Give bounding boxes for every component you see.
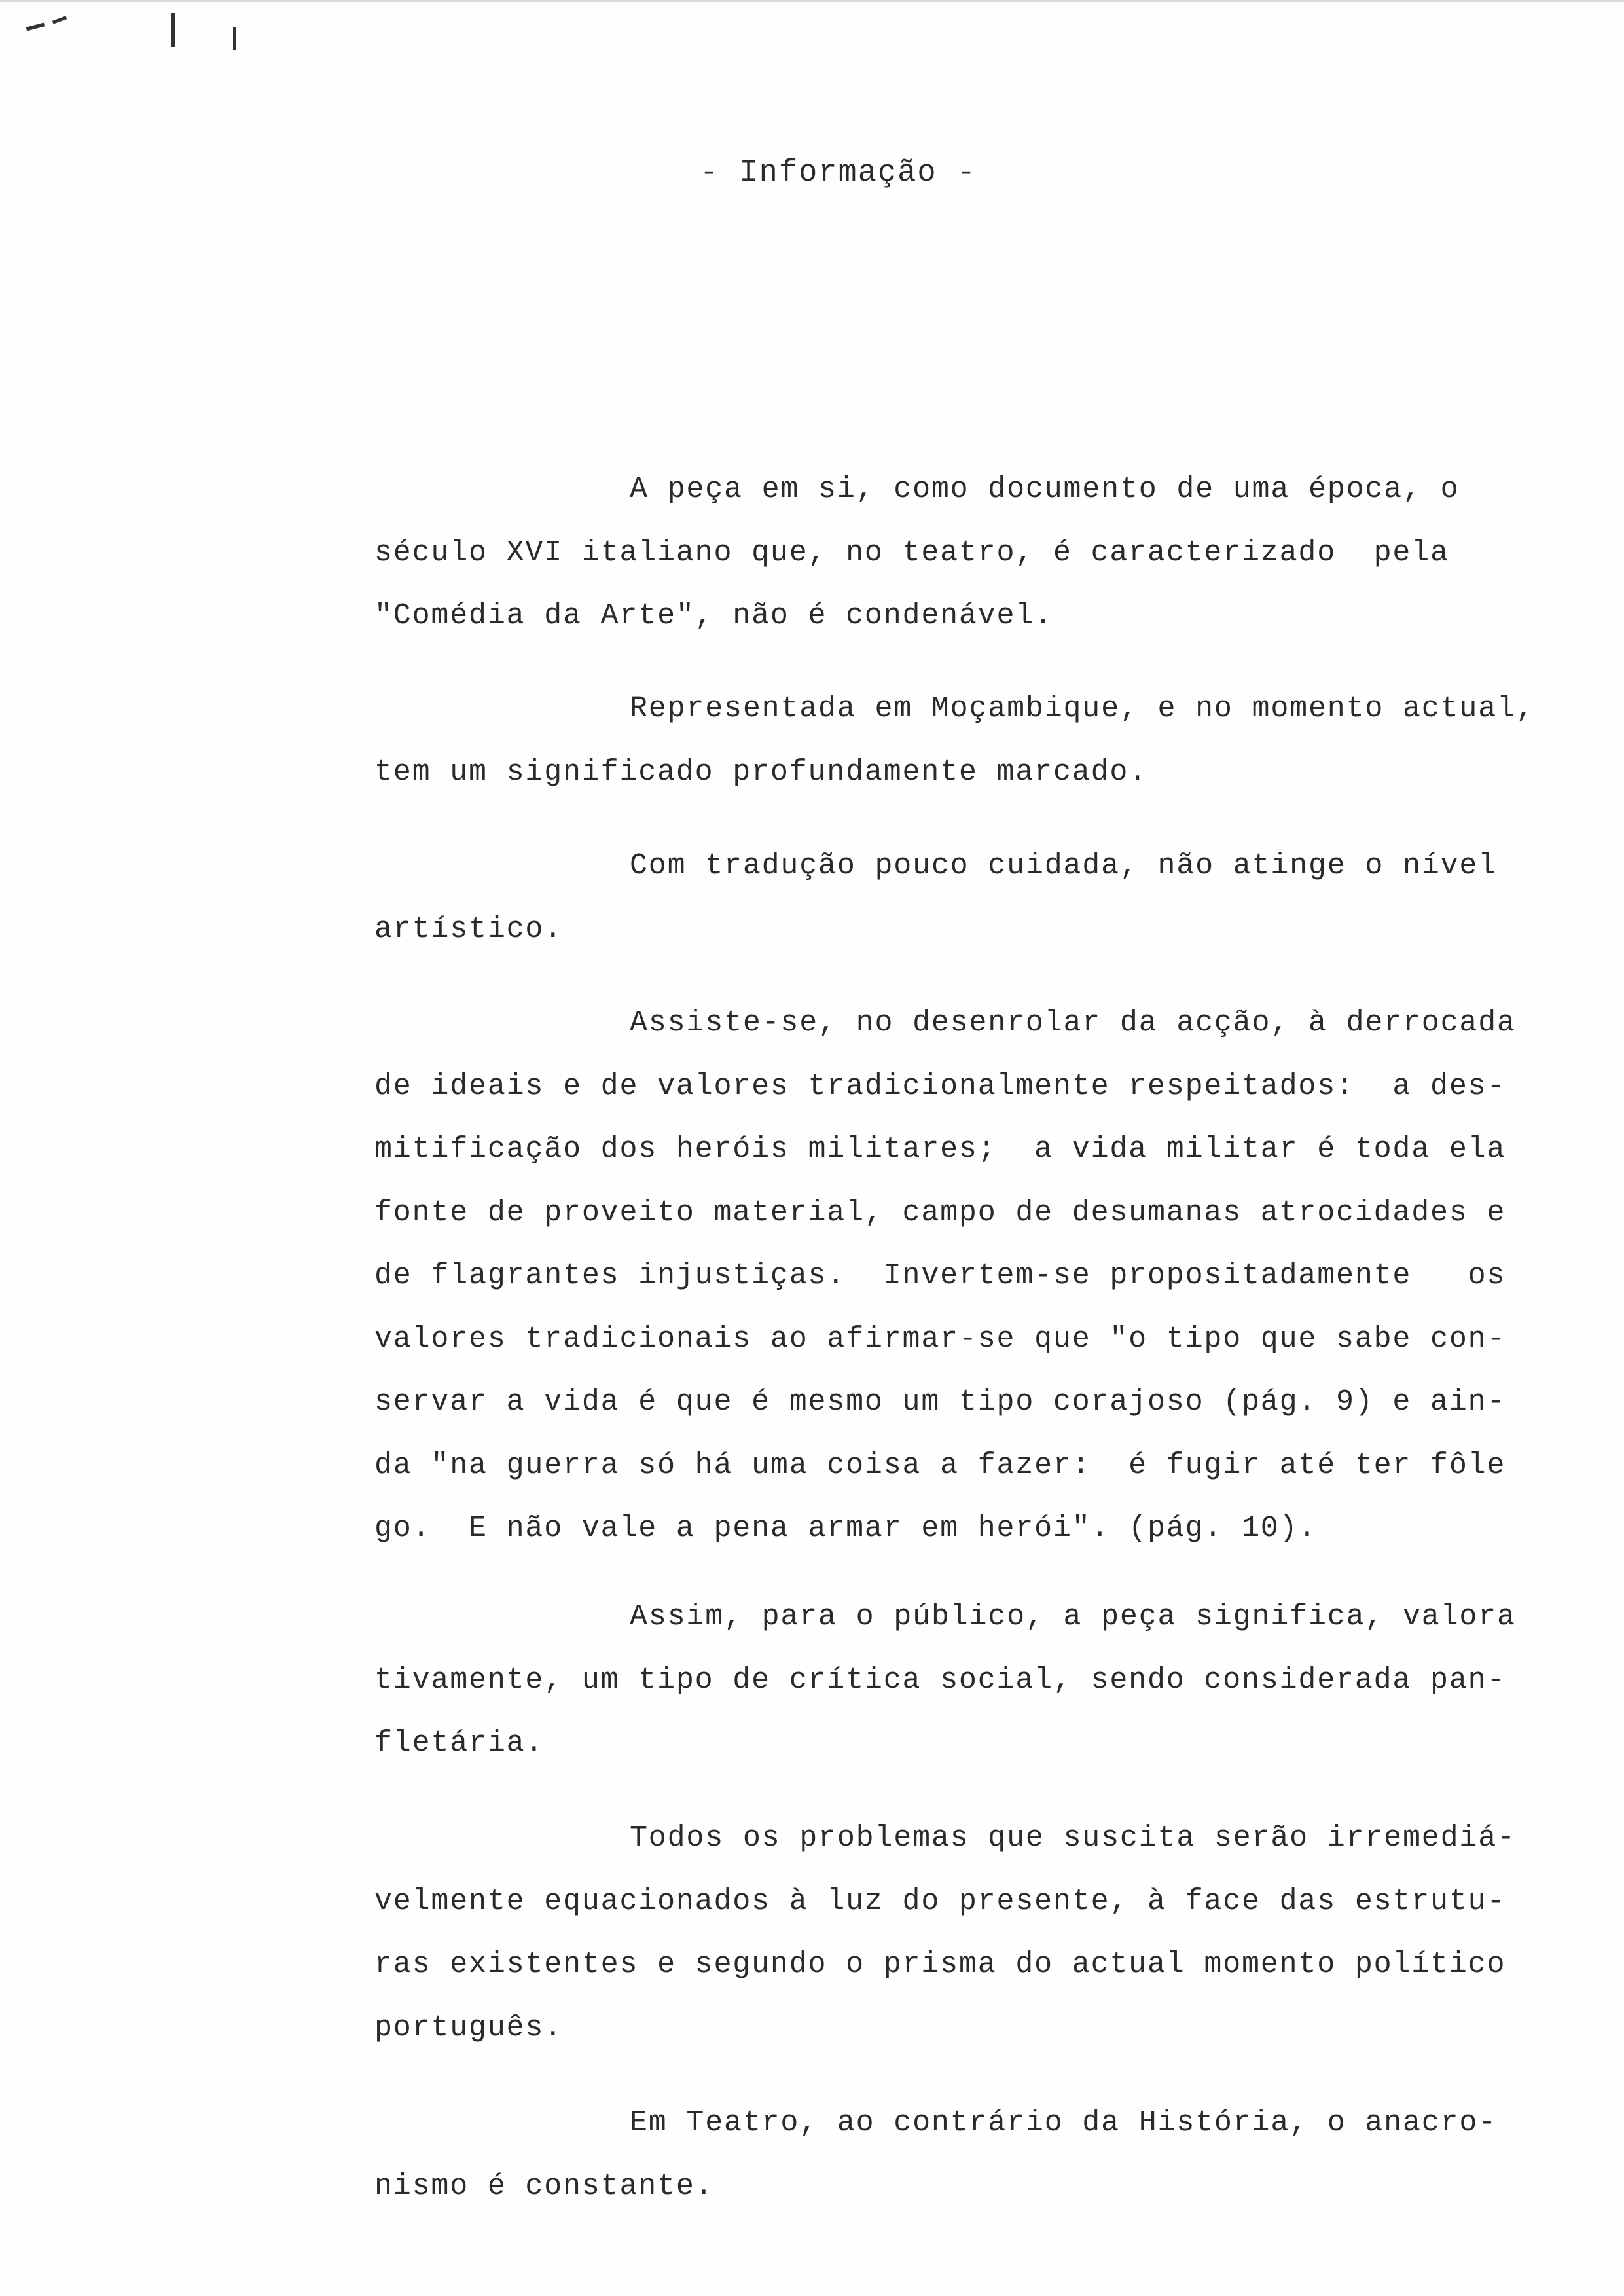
paragraph [374, 678, 1572, 804]
text-line: da "na guerra só há uma coisa a fazer: é fugir até ter fôlе [374, 1448, 1506, 1482]
paragraph [374, 1586, 1572, 1776]
text-line: de flagrantes injustiças. Invertem-se propositadamente os [374, 1259, 1506, 1292]
paragraph [374, 2092, 1572, 2218]
text-line: Todos os problemas que suscita serão irremediá- [630, 1821, 1516, 1855]
text-line: servar a vida é que é mesmo um tipo corajoso (pág. 9) e ain- [374, 1385, 1506, 1419]
text-line: tem um significado profundamente marcado. [374, 755, 1147, 789]
text-line: nismo é constante. [374, 2169, 714, 2203]
text-line: "Comédia da Arte", não é condenável. [374, 599, 1053, 632]
text-line: Com tradução pouco cuidada, não atinge o nível [630, 849, 1498, 883]
text-line: ras existentes e segundo o prisma do actual momento político [374, 1948, 1506, 1981]
text-line: Assim, para o público, a peça significa, valora [630, 1600, 1516, 1633]
text-line: século XVI italiano que, no teatro, é caracterizado pela [374, 536, 1449, 570]
scan-mark [52, 16, 67, 24]
paragraph [374, 992, 1572, 1561]
document-title: - Informação - [700, 156, 977, 191]
text-line: português. [374, 2011, 564, 2045]
paragraph [374, 458, 1572, 648]
text-line: go. E não vale a pena armar em herói". (pág. 10). [374, 1512, 1318, 1545]
text-line: fonte de proveito material, campo de desumanas atrocidades e [374, 1195, 1506, 1230]
scan-edge [0, 0, 1624, 2]
scan-mark [26, 22, 45, 31]
text-line: valores tradicionais ao afirmar-se que "o tipo que sabe con- [374, 1322, 1506, 1356]
paragraph [374, 835, 1572, 961]
text-line: Assiste-se, no desenrolar da acção, à derrocada [630, 1006, 1516, 1040]
text-line: fletária. [374, 1726, 545, 1760]
scan-mark [233, 27, 236, 50]
text-line: velmente equacionados à luz do presente, à face das estrutu- [374, 1884, 1506, 1918]
text-line: Representada em Moçambique, e no momento actual, [630, 692, 1535, 725]
scan-mark [171, 13, 175, 47]
text-line: A peça em si, como documento de uma época, o [630, 473, 1460, 506]
paragraph [374, 1807, 1572, 2060]
text-line: mitificação dos heróis militares; a vida militar é toda ela [374, 1133, 1506, 1166]
text-line: artístico. [374, 912, 564, 946]
text-line: Em Teatro, ao contrário da História, o anacro- [630, 2106, 1498, 2140]
text-line: de ideais e de valores tradicionalmente respeitados: a des- [374, 1069, 1506, 1103]
text-line: tivamente, um tipo de crítica social, sendo considerada pan- [374, 1663, 1506, 1697]
